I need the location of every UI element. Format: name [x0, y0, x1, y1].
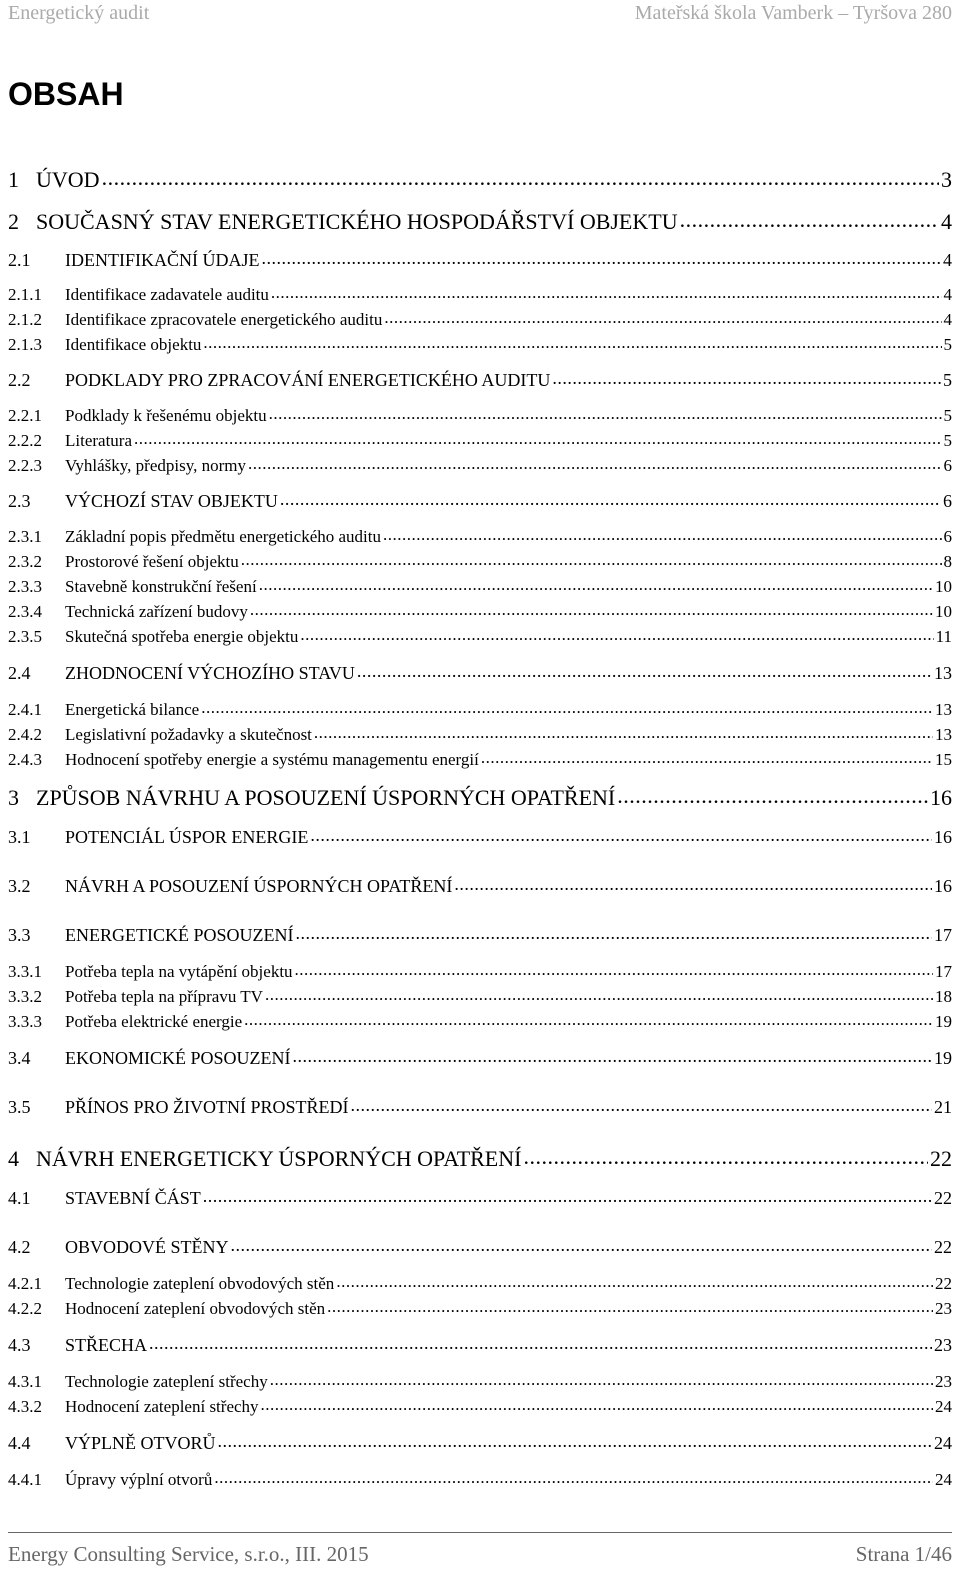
toc-entry-page: 6: [943, 456, 952, 475]
toc-entry-number: 3: [8, 785, 19, 810]
toc-entry[interactable]: [8, 404, 952, 426]
toc-entry-page: 8: [943, 552, 952, 571]
toc-entry[interactable]: [8, 207, 952, 235]
toc-entry[interactable]: [8, 550, 952, 572]
toc-entry-page: 24: [935, 1397, 952, 1416]
toc-entry-number: 4.3.1: [8, 1372, 42, 1391]
toc-leader-dots: [523, 1144, 928, 1166]
toc-entry-label: Hodnocení zateplení střechy: [65, 1397, 259, 1416]
toc-entry-label: NÁVRH ENERGETICKY ÚSPORNÝCH OPATŘENÍ: [36, 1146, 522, 1171]
toc-entry[interactable]: [8, 368, 952, 391]
header-building-name: Mateřská škola Vamberk – Tyršova 280: [634, 2, 952, 24]
toc-leader-dots: [280, 489, 941, 507]
toc-entry-label: Hodnocení zateplení obvodových stěn: [65, 1299, 326, 1318]
footer-company: Energy Consulting Service, s.r.o., III. 2015: [8, 1542, 369, 1566]
toc-entry[interactable]: [8, 825, 952, 848]
toc-entry[interactable]: [8, 960, 952, 982]
toc-entry-page: 6: [943, 491, 952, 511]
toc-entry[interactable]: [8, 1468, 952, 1490]
toc-entry[interactable]: [8, 698, 952, 720]
toc-leader-dots: [383, 525, 942, 542]
toc-entry-page: 16: [934, 876, 952, 896]
toc-leader-dots: [300, 625, 933, 642]
toc-entry-number: 3.3.3: [8, 1012, 42, 1031]
toc-entry-number: 2.1: [8, 250, 31, 270]
toc-entry-page: 11: [935, 627, 952, 646]
toc-entry-label: Identifikace zadavatele auditu: [65, 285, 269, 304]
footer-page-number: Strana 1/46: [855, 1542, 952, 1566]
toc-leader-dots: [310, 825, 932, 843]
toc-entry-label: VÝCHOZÍ STAV OBJEKTU: [65, 491, 278, 511]
toc-leader-dots: [295, 923, 932, 941]
toc-entry[interactable]: [8, 874, 952, 897]
toc-entry-page: 3: [941, 167, 952, 192]
toc-leader-dots: [336, 1272, 933, 1289]
toc-entry[interactable]: [8, 489, 952, 512]
toc-entry-page: 23: [934, 1335, 952, 1355]
toc-entry-number: 2.4.1: [8, 700, 42, 719]
toc-entry-label: Potřeba tepla na přípravu TV: [65, 987, 263, 1006]
toc-entry-page: 22: [935, 1274, 952, 1293]
toc-entry[interactable]: [8, 1186, 952, 1209]
toc-entry-number: 4.4: [8, 1433, 31, 1453]
toc-entry-page: 6: [943, 527, 952, 546]
toc-leader-dots: [241, 550, 942, 567]
toc-entry-page: 22: [930, 1146, 952, 1171]
toc-entry-label: VÝPLNĚ OTVORŮ: [65, 1433, 216, 1453]
toc-entry-number: 2.3.2: [8, 552, 42, 571]
toc-leader-dots: [295, 960, 933, 977]
toc-entry-page: 13: [935, 725, 952, 744]
toc-entry-number: 2.1.3: [8, 335, 42, 354]
toc-leader-dots: [680, 207, 939, 229]
page-footer: [8, 1542, 952, 1572]
toc-entry-page: 15: [935, 750, 952, 769]
toc-entry-number: 4.3: [8, 1335, 31, 1355]
toc-entry[interactable]: [8, 985, 952, 1007]
toc-entry-page: 5: [943, 370, 952, 390]
toc-entry-label: Technologie zateplení střechy: [65, 1372, 268, 1391]
toc-leader-dots: [293, 1046, 933, 1064]
toc-leader-dots: [357, 661, 932, 679]
toc-entry-number: 3.3.1: [8, 962, 42, 981]
toc-entry-page: 4: [943, 285, 952, 304]
toc-entry-label: ÚVOD: [36, 167, 100, 192]
toc-entry-page: 4: [943, 250, 952, 270]
toc-leader-dots: [218, 1431, 933, 1449]
toc-entry-number: 4.2: [8, 1237, 31, 1257]
toc-leader-dots: [248, 454, 942, 471]
toc-entry-page: 5: [943, 406, 952, 425]
toc-entry[interactable]: [8, 923, 952, 946]
toc-entry-label: Identifikace zpracovatele energetického auditu: [65, 310, 383, 329]
toc-entry[interactable]: [8, 454, 952, 476]
toc-entry[interactable]: [8, 1297, 952, 1319]
toc-leader-dots: [261, 1395, 933, 1412]
toc-entry-number: 2.3.3: [8, 577, 42, 596]
toc-entry-label: Stavebně konstrukční řešení: [65, 577, 257, 596]
toc-entry-number: 3.5: [8, 1097, 31, 1117]
toc-entry-number: 2: [8, 209, 19, 234]
toc-entry[interactable]: [8, 1333, 952, 1356]
toc-leader-dots: [552, 368, 941, 386]
toc-entry-label: Potřeba elektrické energie: [65, 1012, 243, 1031]
toc-entry-number: 2.4.2: [8, 725, 42, 744]
toc-entry-page: 17: [935, 962, 952, 981]
toc-entry-label: Literatura: [65, 431, 133, 450]
toc-entry-label: Technická zařízení budovy: [65, 602, 248, 621]
toc-leader-dots: [250, 600, 933, 617]
toc-entry[interactable]: [8, 600, 952, 622]
toc-entry-number: 2.1.1: [8, 285, 42, 304]
toc-entry[interactable]: [8, 333, 952, 355]
toc-entry-number: 3.1: [8, 827, 31, 847]
toc-leader-dots: [327, 1297, 933, 1314]
toc-leader-dots: [270, 1370, 933, 1387]
toc-entry-number: 4.1: [8, 1188, 31, 1208]
toc-entry-number: 4.3.2: [8, 1397, 42, 1416]
toc-entry-page: 13: [935, 700, 952, 719]
toc-entry-page: 24: [935, 1470, 952, 1489]
toc-entry[interactable]: [8, 1010, 952, 1032]
toc-entry-page: 19: [934, 1048, 952, 1068]
toc-entry-label: STAVEBNÍ ČÁST: [65, 1188, 201, 1208]
page-title: OBSAH: [8, 76, 124, 112]
toc-entry[interactable]: [8, 625, 952, 647]
toc-leader-dots: [314, 723, 933, 740]
toc-leader-dots: [214, 1468, 933, 1485]
toc-entry[interactable]: [8, 525, 952, 547]
toc-entry-label: SOUČASNÝ STAV ENERGETICKÉHO HOSPODÁŘSTVÍ OBJEKTU: [36, 209, 678, 234]
toc-entry-number: 2.3.1: [8, 527, 42, 546]
toc-entry-number: 3.2: [8, 876, 31, 896]
toc-entry[interactable]: [8, 1144, 952, 1172]
toc-leader-dots: [454, 874, 932, 892]
toc-entry-label: Prostorové řešení objektu: [65, 552, 239, 571]
toc-entry-page: 5: [943, 335, 952, 354]
toc-entry-label: PODKLADY PRO ZPRACOVÁNÍ ENERGETICKÉHO AUDITU: [65, 370, 551, 390]
toc-entry[interactable]: [8, 723, 952, 745]
toc-entry[interactable]: [8, 1431, 952, 1454]
toc-leader-dots: [481, 748, 933, 765]
toc-entry-number: 2.3.4: [8, 602, 42, 621]
toc-entry-label: STŘECHA: [65, 1335, 148, 1355]
toc-entry-page: 13: [934, 663, 952, 683]
toc-entry[interactable]: [8, 1095, 952, 1118]
toc-entry-number: 3.4: [8, 1048, 31, 1068]
toc-entry-label: IDENTIFIKAČNÍ ÚDAJE: [65, 250, 260, 270]
toc-leader-dots: [269, 404, 942, 421]
toc-entry[interactable]: [8, 283, 952, 305]
toc-entry[interactable]: [8, 248, 952, 271]
toc-entry-label: Podklady k řešenému objektu: [65, 406, 267, 425]
toc-entry-number: 2.3.5: [8, 627, 42, 646]
toc-leader-dots: [617, 783, 928, 805]
toc-entry-number: 2.4.3: [8, 750, 42, 769]
toc-entry[interactable]: [8, 748, 952, 770]
toc-entry[interactable]: [8, 1235, 952, 1258]
toc-entry-page: 4: [941, 209, 952, 234]
toc-entry-number: 2.3: [8, 491, 31, 511]
toc-entry-number: 2.1.2: [8, 310, 42, 329]
toc-entry[interactable]: [8, 429, 952, 451]
toc-entry-label: OBVODOVÉ STĚNY: [65, 1237, 229, 1257]
toc-entry-label: Energetická bilance: [65, 700, 200, 719]
toc-entry-page: 22: [934, 1237, 952, 1257]
toc-entry-number: 2.2.3: [8, 456, 42, 475]
toc-leader-dots: [351, 1095, 932, 1113]
toc-entry-page: 19: [935, 1012, 952, 1031]
page-header: [8, 0, 952, 26]
toc-entry-number: 2.2.1: [8, 406, 42, 425]
toc-entry[interactable]: [8, 1395, 952, 1417]
toc-entry-page: 24: [934, 1433, 952, 1453]
header-document-title: Energetický audit: [8, 2, 150, 24]
toc-entry[interactable]: [8, 783, 952, 811]
toc-entry-label: ZPŮSOB NÁVRHU A POSOUZENÍ ÚSPORNÝCH OPATŘENÍ: [36, 785, 616, 810]
toc-entry-number: 3.3.2: [8, 987, 42, 1006]
toc-entry-number: 1: [8, 167, 19, 192]
toc-entry-page: 18: [935, 987, 952, 1006]
toc-entry-number: 4.2.2: [8, 1299, 42, 1318]
toc-entry-number: 2.4: [8, 663, 31, 683]
toc-entry[interactable]: [8, 165, 952, 193]
toc-entry[interactable]: [8, 1370, 952, 1392]
toc-entry-page: 10: [935, 577, 952, 596]
toc-entry-page: 23: [935, 1299, 952, 1318]
toc-leader-dots: [244, 1010, 933, 1027]
toc-entry-page: 4: [943, 310, 952, 329]
toc-leader-dots: [102, 165, 939, 187]
toc-leader-dots: [265, 985, 933, 1002]
toc-entry[interactable]: [8, 1046, 952, 1069]
toc-entry-page: 16: [934, 827, 952, 847]
toc-entry-label: Základní popis předmětu energetického auditu: [65, 527, 381, 546]
toc-leader-dots: [231, 1235, 933, 1253]
toc-entry[interactable]: [8, 661, 952, 684]
toc-leader-dots: [149, 1333, 932, 1351]
toc-entry-number: 2.2: [8, 370, 31, 390]
toc-entry-label: Úpravy výplní otvorů: [65, 1470, 213, 1489]
toc-entry-label: Skutečná spotřeba energie objektu: [65, 627, 299, 646]
toc-entry-page: 5: [943, 431, 952, 450]
toc-entry-number: 2.2.2: [8, 431, 42, 450]
toc-leader-dots: [261, 248, 941, 266]
toc-entry-label: Potřeba tepla na vytápění objektu: [65, 962, 293, 981]
toc-entry-label: Legislativní požadavky a skutečnost: [65, 725, 312, 744]
footer-divider: [8, 1532, 952, 1533]
toc-entry-label: NÁVRH A POSOUZENÍ ÚSPORNÝCH OPATŘENÍ: [65, 876, 453, 896]
toc-entry-label: EKONOMICKÉ POSOUZENÍ: [65, 1048, 291, 1068]
toc-leader-dots: [201, 698, 933, 715]
toc-entry-label: Identifikace objektu: [65, 335, 202, 354]
toc-entry[interactable]: [8, 308, 952, 330]
toc-entry-number: 4.4.1: [8, 1470, 42, 1489]
toc-entry-label: Hodnocení spotřeby energie a systému managementu energií: [65, 750, 479, 769]
toc-entry-page: 21: [934, 1097, 952, 1117]
toc-leader-dots: [134, 429, 941, 446]
toc-entry-number: 4.2.1: [8, 1274, 42, 1293]
toc-entry-label: ENERGETICKÉ POSOUZENÍ: [65, 925, 294, 945]
toc-entry-number: 4: [8, 1146, 19, 1171]
toc-entry-page: 17: [934, 925, 952, 945]
toc-leader-dots: [259, 575, 933, 592]
toc-leader-dots: [384, 308, 941, 325]
toc-entry-page: 22: [934, 1188, 952, 1208]
toc-entry-label: PŘÍNOS PRO ŽIVOTNÍ PROSTŘEDÍ: [65, 1097, 349, 1117]
toc-entry[interactable]: [8, 575, 952, 597]
toc-entry-number: 3.3: [8, 925, 31, 945]
toc-entry[interactable]: [8, 1272, 952, 1294]
toc-entry-label: POTENCIÁL ÚSPOR ENERGIE: [65, 827, 309, 847]
toc-entry-page: 16: [930, 785, 952, 810]
toc-entry-page: 10: [935, 602, 952, 621]
toc-entry-label: Technologie zateplení obvodových stěn: [65, 1274, 335, 1293]
toc-entry-page: 23: [935, 1372, 952, 1391]
toc-entry-label: ZHODNOCENÍ VÝCHOZÍHO STAVU: [65, 663, 355, 683]
toc-leader-dots: [271, 283, 942, 300]
toc-entry-label: Vyhlášky, předpisy, normy: [65, 456, 246, 475]
toc-leader-dots: [203, 333, 941, 350]
toc-leader-dots: [203, 1186, 932, 1204]
